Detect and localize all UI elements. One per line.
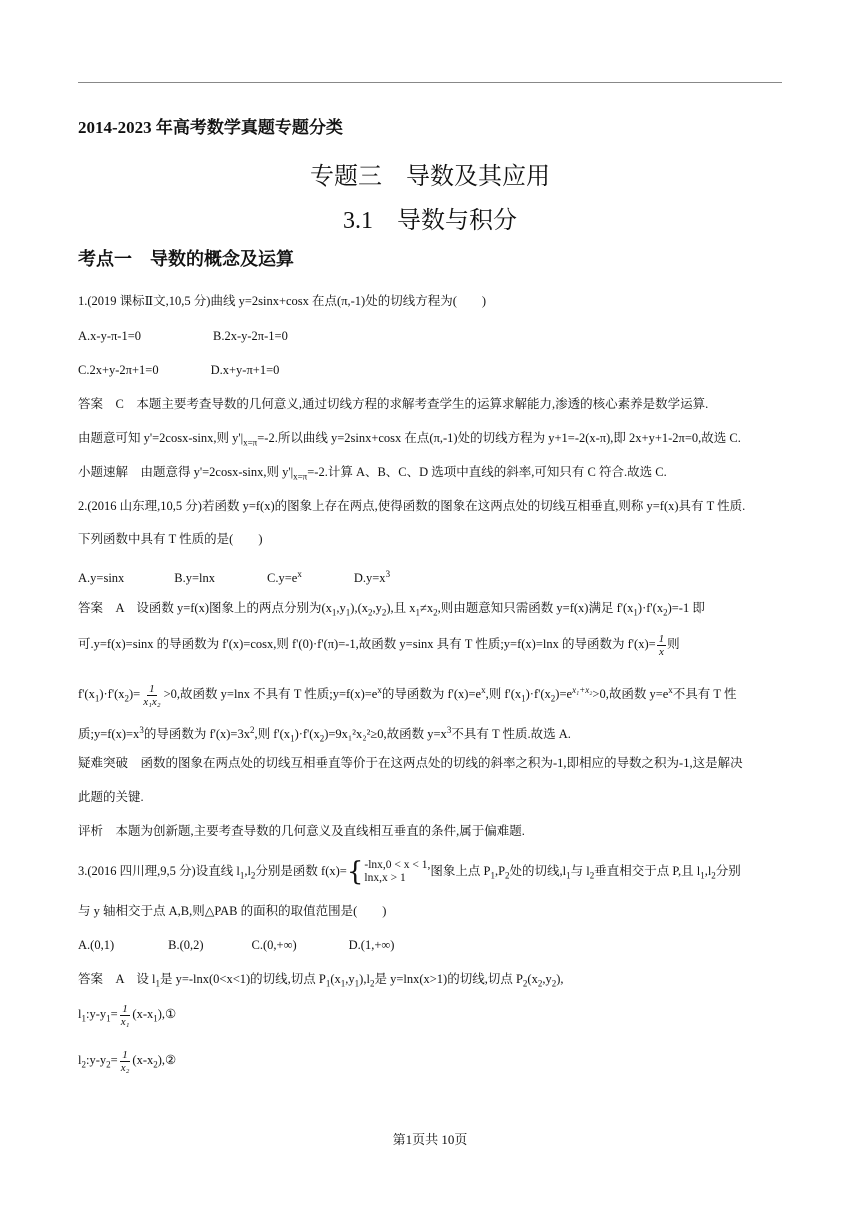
- q1-quick-solution: 小题速解 由题意得 y'=2cosx-sinx,则 $y'|_{x=\pi}=-2$.计算 A、B、C、D 选项中直线的斜率,可知只有 C 符合.故选 C.: [78, 465, 667, 482]
- q1-option-a: A.x-y-π-1=0: [78, 329, 142, 343]
- q2-options: [78, 566, 390, 586]
- fraction-1-over-x1: $\frac{1}{\text{x₁}}$: [120, 1002, 130, 1028]
- page-footer: 第1页共 10页: [392, 1132, 468, 1147]
- q2-stem-line2: 下列函数中具有 T 性质的是( ): [78, 532, 263, 546]
- q1-option-d: D.x+y-π+1=0: [210, 363, 280, 377]
- q3-option-c: C.(0,+∞): [251, 938, 297, 952]
- series-title: 2014-2023 年高考数学真题专题分类: [78, 118, 343, 137]
- q2-answer-line3: $f'(x_1)\cdot f'(x_2)=$ $\frac{1}{\text{x₁x₂}}$ >0,故函数 y=lnx 不具有 T 性质$;y=f(x)=e^x$的导函数为 $f'(x)=e^x$,则 $f'(x_1)\cdot f'(x_2)=e^{x_1+x_2}>0$,故函数 $y=e^x$不具有 T 性: [78, 682, 737, 708]
- q3-line-l1-equation: $l_1:y-y_1=$ $\frac{1}{\text{x₁}}$ $(x-x_1),①$: [78, 1002, 177, 1028]
- q3-option-a: A.(0,1): [78, 938, 115, 952]
- q3-stem-line1: 3.(2016 四川理,9,5 分)设直线 $l_1,l_2$分别是函数 f(x)= { -lnx,0 < x < 1, lnx,x > 1 图象上点 $P_1,P_2$处的切线$,l_1$与 $l_2$垂直相交于点 P,且 $l_1,l_2$分别: [78, 857, 741, 888]
- fraction-1-over-x2: $\frac{1}{\text{x₂}}$: [120, 1048, 130, 1074]
- chapter-title: 专题三 导数及其应用: [310, 164, 550, 190]
- q2-answer-line2: 可.y=f(x)=sinx 的导函数为 f'(x)=cosx,则 f'(0)·f'(π)=-1,故函数 y=sinx 具有 T 性质;y=f(x)=lnx 的导函数为 f'(x)= $\frac{1}{x}$ 则: [78, 632, 680, 658]
- q2-answer-line1: 答案 A 设函数 y=f(x)图象上的两点分别为$(x_1,y_1),(x_2,y_2)$,且 $x_1\ne x_2$,则由题意知只需函数 y=f(x)满足 $f'(x_1)\cdot f'(x_2)=-1$ 即: [78, 601, 705, 618]
- piecewise-function: { -lnx,0 < x < 1, lnx,x > 1: [346, 857, 431, 888]
- q2-option-a: A.y=sinx: [78, 571, 125, 586]
- section-title: 3.1 导数与积分: [343, 208, 517, 234]
- q3-option-b: B.(0,2): [168, 938, 204, 952]
- point-title: 考点一 导数的概念及运算: [78, 249, 294, 269]
- q1-options-ab: [78, 328, 288, 344]
- q3-line-l2-equation: $l_2:y-y_2=$ $\frac{1}{\text{x₂}}$ $(x-x_2),②$: [78, 1048, 177, 1074]
- q1-answer: 答案 C 本题主要考查导数的几何意义,通过切线方程的求解考查学生的运算求解能力,渗透的核心素养是数学运算.: [78, 397, 709, 411]
- q3-answer: 答案 A 设 $l_1$是 y=-lnx(0<x<1)的切线,切点 $P_1(x_1,y_1),l_2$是 y=lnx(x>1)的切线,切点 $P_2(x_2,y_2)$,: [78, 972, 564, 989]
- fraction-1-over-x1x2: $\frac{1}{\text{x₁x₂}}$: [143, 682, 161, 708]
- q2-stem-line1: 2.(2016 山东理,10,5 分)若函数 y=f(x)的图象上存在两点,使得函数的图象在这两点处的切线互相垂直,则称 y=f(x)具有 T 性质.: [78, 499, 746, 513]
- header-rule: [78, 82, 782, 83]
- q1-options-cd: [78, 362, 279, 378]
- left-brace-icon: {: [346, 857, 364, 888]
- q1-option-b: B.2x-y-2π-1=0: [213, 329, 288, 343]
- q3-options: [78, 937, 394, 953]
- q2-option-c: $C.y=e^x$: [267, 569, 302, 586]
- q2-option-d: $D.y=x^3$: [353, 569, 391, 586]
- q1-stem: 1.(2019 课标Ⅱ文,10,5 分)曲线 y=2sinx+cosx 在点(π,-1)处的切线方程为( ): [78, 294, 487, 308]
- q2-option-b: B.y=lnx: [174, 571, 216, 586]
- q3-stem-line2: 与 y 轴相交于点 A,B,则△PAB 的面积的取值范围是( ): [78, 904, 387, 918]
- q2-tip-line1: 疑难突破 函数的图象在两点处的切线互相垂直等价于在这两点处的切线的斜率之积为-1,即相应的导数之积为-1,这是解决: [78, 756, 743, 770]
- q3-option-d: D.(1,+∞): [348, 938, 395, 952]
- q2-answer-line4: 质$;y=f(x)=x^3$的导函数为 $f'(x)=3x^2$,则 $f'(x_1)\cdot f'(x_2)=9x_1^2x_2^2\ge 0$,故函数 $y=x^3$不具有 T 性质.故选 A.: [78, 725, 571, 744]
- q1-solution: 由题意可知 y'=2cosx-sinx,则 $y'|_{x=\pi}=-2$.所以曲线 y=2sinx+cosx 在点(π,-1)处的切线方程为 y+1=-2(x-π),即 2x+y+1-2π=0,故选 C.: [78, 431, 741, 448]
- q2-tip-line2: 此题的关键.: [78, 790, 144, 804]
- q2-comment: 评析 本题为创新题,主要考查导数的几何意义及直线相互垂直的条件,属于偏难题.: [78, 824, 525, 838]
- q1-option-c: C.2x+y-2π+1=0: [78, 363, 159, 377]
- fraction-1-over-x: $\frac{1}{x}$: [658, 632, 665, 658]
